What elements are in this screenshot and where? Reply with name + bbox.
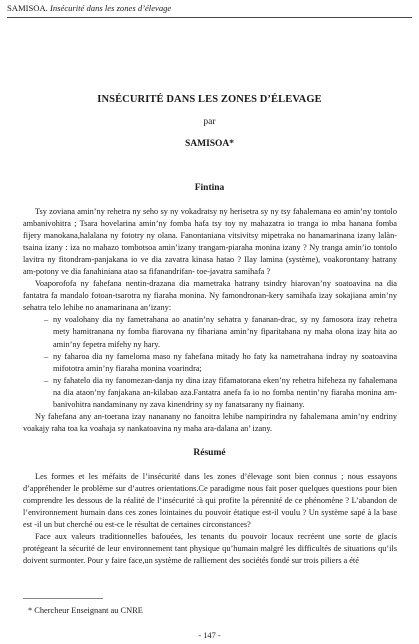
running-header (7, 3, 412, 14)
resume-body (23, 471, 397, 567)
fintina-list-item-3: – ny fahatelo dia ny fanomezan-danja ny dina izay fifamatorana eken’ny rehetra hifeheza ny fahalemana na dia ataon’ny fanjakana an-kilabao aza.Fantatra anefa fa io no fomba nentin’ny fiaraha monina am-banivohitra nandaminany ny zava kinendriny sy ny fanatsarany ny fiainany. (53, 375, 397, 411)
running-header-title: Insécurité dans les zones d’élevage (50, 3, 172, 13)
article-title: INSÉCURITÉ DANS LES ZONES D’ÉLEVAGE (97, 94, 322, 105)
fintina-list (23, 314, 397, 410)
article-author: SAMISOA* (184, 139, 235, 149)
fintina-closing-paragraph: Ny fahefana any an-toerana izay nananany no fanoitra lehibe nampirindra ny fahalemana amin’ny endriny voakajy raha toa ka voahaja sy nankatoavina ny maha ara-dalana an’ izany. (23, 411, 397, 433)
fintina-list-item-1: – ny voalohany dia ny fametrahana ao anatin’ny sehatra y fananan-drac, sy ny famosora izay rehetra mety hamitranana ny fomba fiarovana ny fihariana amin’ny fiparitahana ny maha olona izay hita ao amin’ny fepetra mifehy ny hary. (53, 314, 397, 350)
resume-paragraph-2: Face aux valeurs traditionnelles bafouées, les tenants du pouvoir locaux recréent une sorte de glacis protégeant la sécurité de leur environnement tant physique qu’humain malgré les difficultés de situations qu’ils doivent surmonter. Pour y faire face,un système de ralliement des sociétés fondé sur trois piliers a été (23, 532, 397, 566)
resume-heading: Résumé (193, 448, 226, 458)
fintina-heading: Fintina (194, 183, 225, 193)
article-byline: par (203, 117, 216, 127)
fintina-paragraph-2: Voaporofofa ny fahefana nentin-drazana dia mametraka hatrany tsindry hiarovan’ny soatoavina na dia fantatra fa mandalo fotoan-tsarotra ny fiaraha monina. Ny famondronan-kery samihafa izay sokajiana amin’ny sehatra telo lehibe no anamarinana an’izany: (23, 279, 397, 313)
footnote-rule (23, 598, 103, 599)
footnote: * Chercheur Enseignant au CNRE (28, 606, 143, 615)
fintina-body (23, 206, 397, 435)
header-rule (7, 17, 412, 18)
fintina-list-item-2: – ny faharoa dia ny fameloma maso ny fahefana mitady ho faty ka nametrahana indray ny soatoavina mifototra amin’ny fiaraha monina voarindra; (53, 351, 397, 375)
resume-paragraph-1: Les formes et les méfaits de l’insécurité dans les zones d’élevage sont bien connus ; nous essayons d’appréhender le problème sur d’autres orientations.Ce paradigme nous fait poser quelques questions pour bien comprendre les dessous de la réalité de l’insécurité :à qui profite la pérennité de ce phénomène ? L’abandon de l’environnement humain dans ces zones lointaines du pouvoir étatique est-il voulu ? Un système sapé à la base est -il un but cherché ou est-ce le résultat de certaines circonstances? (23, 472, 397, 530)
fintina-paragraph-1: Tsy zoviana amin’ny rehetra ny seho sy ny vokadratsy ny herisetra sy ny tsy fahalemana eo amin’ny tontolo ambanivohitra ; Tsara hovelarina amin’ny fomba hafa tsy toy ny mahazatra io tranga io mba hanana fomba fijery manokana,halalana ny fototry ny olana. Fanontaniana vitsivitsy mipetraka no hanamarinana izany lalàn-tsaina izany : iza no mahazo tombotsoa amin’izany trangam-piaraha monina izany ? Ny tranga amin’io tontolo lavitra ny fitondram-panjakana io ve dia zavatra kinasa hatao ? Ilay lamina (système), voakorontany hatrany am-potony ve dia fanahiniana atao sa fifanandrifan- toe-javatra samihafa ? (23, 207, 397, 277)
running-header-author: SAMISOA. (7, 3, 48, 13)
page-number: - 147 - (198, 631, 221, 640)
